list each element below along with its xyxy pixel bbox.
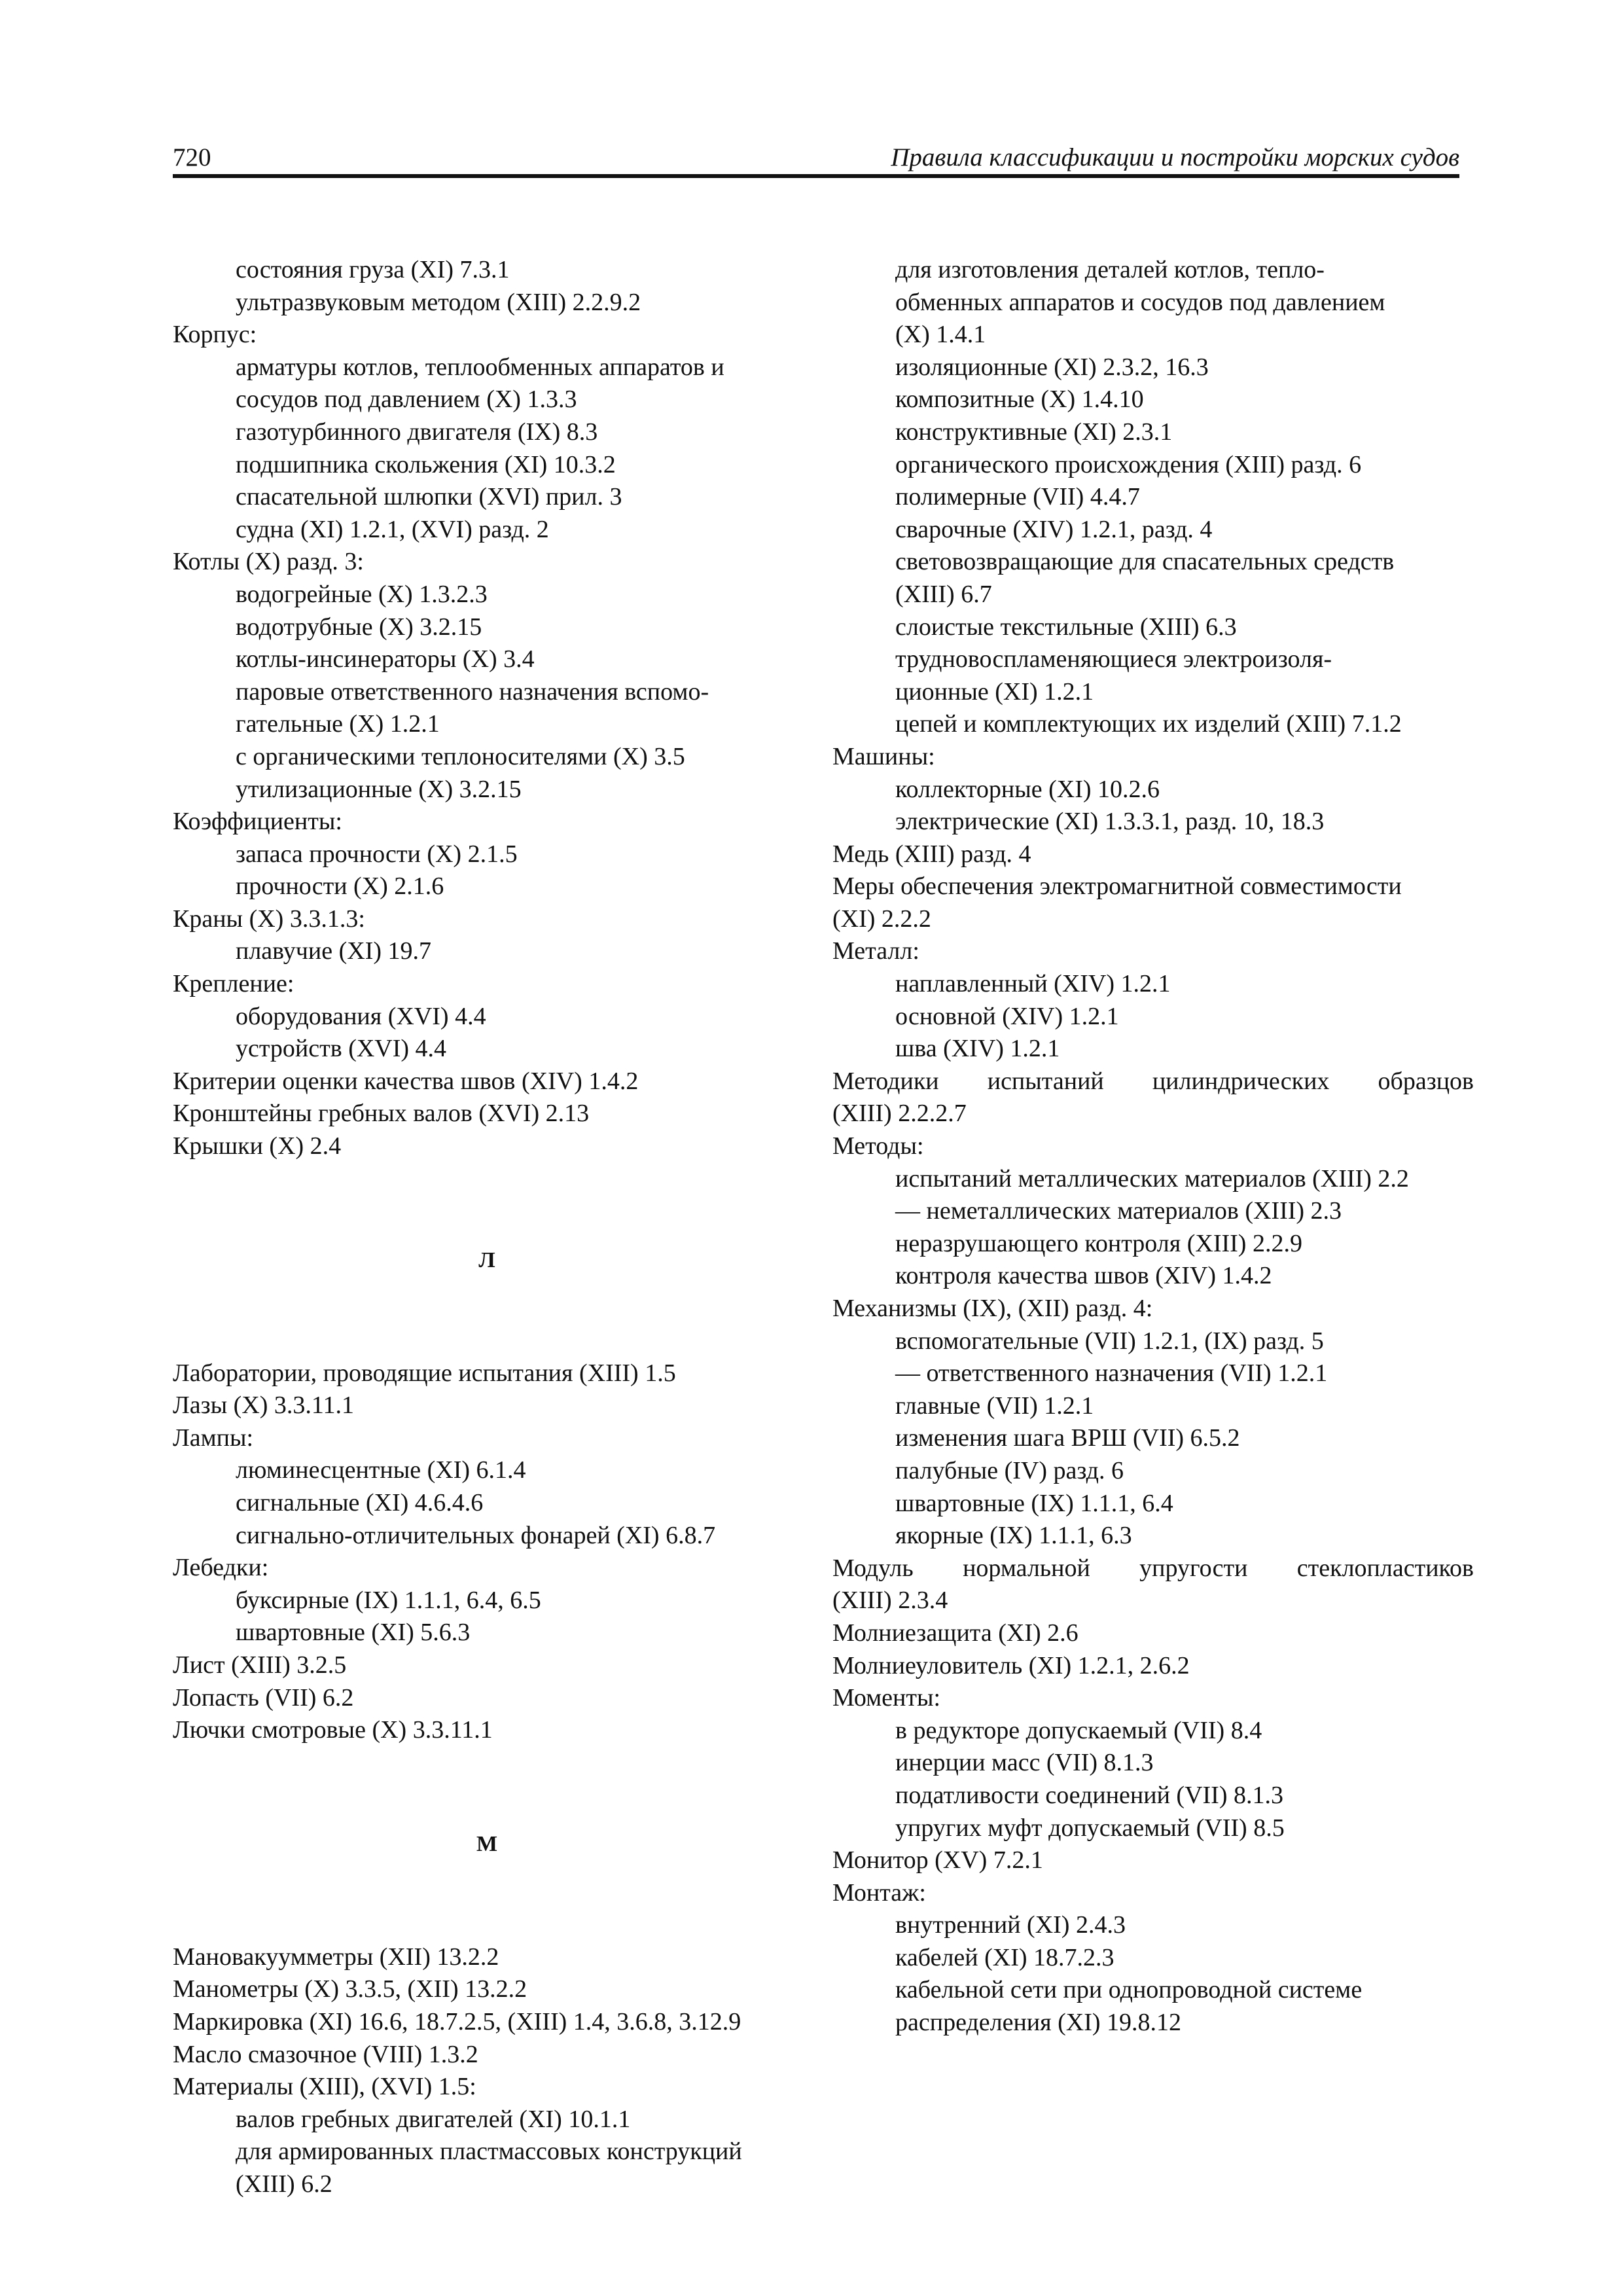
index-column-right <box>832 254 1474 2039</box>
index-subentry: подшипника скольжения (XI) 10.3.2 <box>236 450 616 478</box>
index-subentry: газотурбинного двигателя (IX) 8.3 <box>236 418 598 446</box>
index-entry: Механизмы (IX), (XII) разд. 4: <box>832 1295 1153 1322</box>
index-subentry: обменных аппаратов и сосудов под давлением <box>895 288 1385 316</box>
index-subentry: водотрубные (X) 3.2.15 <box>236 613 482 641</box>
index-subentry: в редукторе допускаемый (VII) 8.4 <box>895 1716 1262 1744</box>
index-entry: (XIII) 2.3.4 <box>832 1587 948 1615</box>
index-subentry: упругих муфт допускаемый (VII) 8.5 <box>895 1814 1285 1842</box>
index-subentry: трудновоспламеняющиеся электроизоля- <box>895 645 1332 673</box>
index-subentry: буксирные (IX) 1.1.1, 6.4, 6.5 <box>236 1586 541 1614</box>
index-subentry: податливости соединений (VII) 8.1.3 <box>895 1781 1283 1809</box>
section-spacer <box>173 1747 801 1812</box>
index-subentry: ультразвуковым методом (XIII) 2.2.9.2 <box>236 288 641 316</box>
index-subentry: испытаний металлических материалов (XIII) 2.2 <box>895 1164 1409 1193</box>
index-entry: Лопасть (VII) 6.2 <box>173 1683 354 1712</box>
index-subentry: паровые ответственного назначения вспомо- <box>236 677 709 706</box>
index-subentry: наплавленный (XIV) 1.2.1 <box>895 970 1171 998</box>
index-subentry: изоляционные (XI) 2.3.2, 16.3 <box>895 353 1209 381</box>
page-number: 720 <box>173 143 211 171</box>
index-entry: Монтаж: <box>832 1878 926 1907</box>
index-entry: Модуль нормальной упругости стеклопластиков <box>832 1554 1474 1582</box>
index-entry: Критерии оценки качества швов (XIV) 1.4.2 <box>173 1067 639 1095</box>
index-subentry: утилизационные (X) 3.2.15 <box>236 775 522 803</box>
index-subentry: палубные (IV) разд. 6 <box>895 1456 1124 1484</box>
index-entry: Металл: <box>832 937 919 965</box>
index-subentry: шва (XIV) 1.2.1 <box>895 1035 1060 1063</box>
index-subentry: плавучие (XI) 19.7 <box>236 937 432 965</box>
index-entry: Меры обеспечения электромагнитной совместимости <box>832 872 1402 901</box>
index-entry: Лазы (X) 3.3.11.1 <box>173 1391 355 1420</box>
index-subentry: распределения (XI) 19.8.12 <box>895 2009 1182 2037</box>
index-entry: Молниеуловитель (XI) 1.2.1, 2.6.2 <box>832 1651 1190 1679</box>
index-subentry: валов гребных двигателей (XI) 10.1.1 <box>236 2105 631 2133</box>
index-subentry: котлы-инсинераторы (X) 3.4 <box>236 645 535 673</box>
index-entry: Краны (X) 3.3.1.3: <box>173 905 365 933</box>
index-entry: Кронштейны гребных валов (XVI) 2.13 <box>173 1100 590 1128</box>
index-subentry: слоистые текстильные (XIII) 6.3 <box>895 613 1237 641</box>
index-entry: Лампы: <box>173 1424 254 1452</box>
index-entry: (XIII) 2.2.2.7 <box>832 1100 967 1128</box>
index-subentry: (XIII) 6.7 <box>895 580 992 608</box>
index-entry: Лебедки: <box>173 1554 269 1582</box>
index-subentry: швартовные (XI) 5.6.3 <box>236 1619 471 1647</box>
index-entry: Медь (XIII) разд. 4 <box>832 840 1031 868</box>
index-subentry: главные (VII) 1.2.1 <box>895 1391 1094 1420</box>
index-column-left <box>173 254 801 2201</box>
index-subentry: вспомогательные (VII) 1.2.1, (IX) разд. 5 <box>895 1327 1324 1355</box>
index-subentry: неразрушающего контроля (XIII) 2.2.9 <box>895 1229 1302 1257</box>
index-entry: Методы: <box>832 1132 924 1160</box>
index-subentry: органического происхождения (XIII) разд. 6 <box>895 450 1362 478</box>
index-subentry: (X) 1.4.1 <box>895 321 986 349</box>
index-subentry: электрические (XI) 1.3.3.1, разд. 10, 18.3 <box>895 808 1325 836</box>
section-spacer <box>173 1293 801 1357</box>
index-subentry: кабельной сети при однопроводной системе <box>895 1976 1363 2004</box>
index-subentry: основной (XIV) 1.2.1 <box>895 1002 1119 1030</box>
index-subentry: конструктивные (XI) 2.3.1 <box>895 418 1173 446</box>
index-entry: Лаборатории, проводящие испытания (XIII) 1.5 <box>173 1359 676 1387</box>
index-subentry: запаса прочности (X) 2.1.5 <box>236 840 518 868</box>
index-entry: Машины: <box>832 742 935 770</box>
index-subentry: сигнально-отличительных фонарей (XI) 6.8.7 <box>236 1521 716 1549</box>
index-entry: Методики испытаний цилиндрических образцов <box>832 1067 1474 1095</box>
index-subentry: ционные (XI) 1.2.1 <box>895 677 1094 706</box>
index-subentry: внутренний (XI) 2.4.3 <box>895 1911 1126 1939</box>
index-subentry: швартовные (IX) 1.1.1, 6.4 <box>895 1489 1173 1517</box>
index-entry: Масло смазочное (VIII) 1.3.2 <box>173 2040 478 2068</box>
index-subentry: световозвращающие для спасательных средств <box>895 548 1395 576</box>
index-entry: Моменты: <box>832 1684 941 1712</box>
index-subentry: изменения шага ВРШ (VII) 6.5.2 <box>895 1424 1240 1452</box>
index-entry: Крышки (X) 2.4 <box>173 1132 342 1160</box>
section-spacer <box>173 1163 801 1228</box>
index-subentry: сосудов под давлением (X) 1.3.3 <box>236 386 577 414</box>
index-entry: Маркировка (XI) 16.6, 18.7.2.5, (XIII) 1.4, 3.6.8, 3.12.9 <box>173 2007 741 2036</box>
index-subentry: — ответственного назначения (VII) 1.2.1 <box>895 1359 1328 1388</box>
index-entry: Манометры (X) 3.3.5, (XII) 13.2.2 <box>173 1975 527 2003</box>
index-subentry: цепей и комплектующих их изделий (XIII) 7.1.2 <box>895 710 1402 738</box>
index-subentry: с органическими теплоносителями (X) 3.5 <box>236 742 685 770</box>
index-subentry: состояния груза (XI) 7.3.1 <box>236 256 510 283</box>
index-entry: Материалы (XIII), (XVI) 1.5: <box>173 2073 476 2101</box>
index-subentry: композитные (X) 1.4.10 <box>895 386 1144 414</box>
index-subentry: сигнальные (XI) 4.6.4.6 <box>236 1489 484 1516</box>
section-letter-heading: Л <box>478 1247 495 1272</box>
index-subentry: (XIII) 6.2 <box>236 2170 332 2198</box>
running-title: Правила классификации и постройки морских судов <box>891 143 1459 171</box>
index-subentry: люминесцентные (XI) 6.1.4 <box>236 1456 526 1484</box>
index-subentry: сварочные (XIV) 1.2.1, разд. 4 <box>895 515 1213 543</box>
index-subentry: кабелей (XI) 18.7.2.3 <box>895 1943 1115 1971</box>
index-entry: Коэффициенты: <box>173 808 342 836</box>
index-subentry: гательные (X) 1.2.1 <box>236 710 440 738</box>
header-rule <box>173 174 1459 178</box>
index-entry: Монитор (XV) 7.2.1 <box>832 1846 1043 1874</box>
index-subentry: — неметаллических материалов (XIII) 2.3 <box>895 1197 1342 1225</box>
section-letter-heading: М <box>476 1831 498 1856</box>
index-entry: Корпус: <box>173 321 257 349</box>
index-subentry: спасательной шлюпки (XVI) прил. 3 <box>236 483 622 511</box>
index-entry: (XI) 2.2.2 <box>832 905 931 933</box>
index-entry: Молниезащита (XI) 2.6 <box>832 1619 1079 1647</box>
index-subentry: устройств (XVI) 4.4 <box>236 1035 447 1063</box>
index-subentry: полимерные (VII) 4.4.7 <box>895 483 1140 511</box>
index-subentry: оборудования (XVI) 4.4 <box>236 1002 486 1030</box>
index-entry: Лючки смотровые (X) 3.3.11.1 <box>173 1716 493 1744</box>
index-subentry: арматуры котлов, теплообменных аппаратов и <box>236 353 724 381</box>
index-subentry: судна (XI) 1.2.1, (XVI) разд. 2 <box>236 515 549 543</box>
index-subentry: для изготовления деталей котлов, тепло- <box>895 256 1325 283</box>
index-subentry: контроля качества швов (XIV) 1.4.2 <box>895 1262 1272 1290</box>
index-subentry: инерции масс (VII) 8.1.3 <box>895 1749 1154 1777</box>
index-subentry: прочности (X) 2.1.6 <box>236 872 444 901</box>
index-subentry: якорные (IX) 1.1.1, 6.3 <box>895 1522 1132 1550</box>
index-subentry: для армированных пластмассовых конструкций <box>236 2138 742 2166</box>
index-entry: Лист (XIII) 3.2.5 <box>173 1651 347 1679</box>
index-entry: Крепление: <box>173 970 294 998</box>
index-entry: Мановакуумметры (XII) 13.2.2 <box>173 1943 499 1971</box>
index-entry: Котлы (X) разд. 3: <box>173 548 364 576</box>
section-spacer <box>173 1876 801 1941</box>
index-subentry: коллекторные (XI) 10.2.6 <box>895 775 1160 803</box>
index-subentry: водогрейные (X) 1.3.2.3 <box>236 580 488 608</box>
